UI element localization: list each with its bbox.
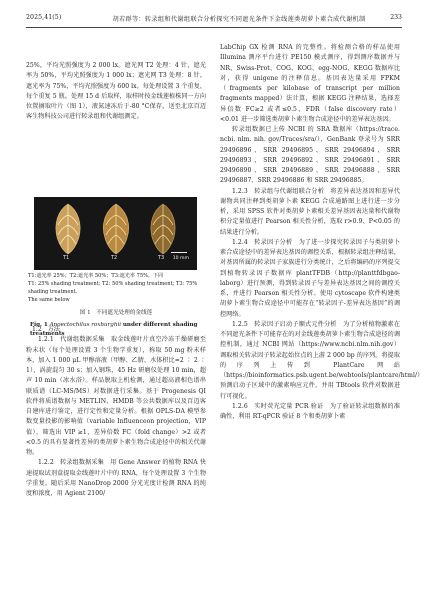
left-column bbox=[26, 61, 206, 123]
running-header bbox=[26, 14, 402, 25]
leaf-t1-image bbox=[52, 203, 84, 255]
section-heading-methods: 1.2 方法 bbox=[32, 326, 60, 333]
leaf-label-t3: T3 bbox=[158, 255, 165, 261]
page-number: 233 bbox=[390, 14, 402, 21]
right-column bbox=[220, 43, 424, 422]
figure-note-cn: T1:遮光率 25%；T2:遮光率 50%；T3:遮光率 75%。下同 bbox=[28, 273, 164, 279]
paragraph-metabolome: 1.2.1 代谢组数据采集 取金线莲叶片真空冷冻干燥研磨至粉末状（每个处理设置 3 个生物学重复），称取 50 mg 粉末样本，加入 1 000 μL 甲醇溶液（甲醇、乙腈、水体积比=2 ∶ 2 ∶ 1），涡旋混匀 30 s；加入钢珠，45 Hz 研磨仪处理 10 min，超声 10 min（冰水浴）。样品脱取上机检测，通过超高液相色谱串联质谱（LC-MS/MS）对数据进行采集。基于 Progenesis QI 软件将质谱数据与 METLIN、HMDB 等公共数据库以及百迈客自建库进行鉴定，进行定性和定量分析。根据 OPLS-DA 模型参数变量投影的影响值（variable Influenceon projection，VIP 值），筛选出 VIP ≥1，差异倍数 FC（fold change）>2 或者<0.5 的具有显著性差异的类胡萝卜素生物合成途径中的相关代谢物。 bbox=[26, 336, 206, 456]
paragraph-joint-analysis: 1.2.3 转录组与代谢组联合分析 将差异表达基因和差异代谢物共同注释到类胡萝卜素 KEGG 合成通路图上进行进一步分析，采用 SPSS 软件对类胡萝卜素相关差异基因表达量和代谢物积分定量值进行 Pearson 相关性分析，选取 r>0.9、P<0.05 的结果进行分析。 bbox=[220, 187, 400, 236]
figure-caption-en-rest: under different shading treatments bbox=[30, 322, 198, 337]
leaf-t2-image bbox=[100, 203, 132, 255]
leaf-label-t1: T1 bbox=[63, 255, 70, 261]
paragraph-rna-sequencing: LabChip GX 检测 RNA 的完整性。将检测合格的样品使用 Illumina 测序平台进行 PE150 模式测序，得到测序数据并与 NR、Swiss-Prot、COG、KOG、egg-NOG、KEGG 数据库比对，获得 unigene 的注释信息。基因表达量采用 FPKM（fragments per kilobase of transcript per million fragments mapped）法计算，根据 KEGG 注释结果，选择差异倍数 FC≥2 或者≤0.5、FDR（false discovery rate）<0.01 进一步筛选类胡萝卜素生物合成途径中的差异表达基因。 bbox=[220, 44, 400, 123]
figure-note-en-2: The same below bbox=[28, 297, 70, 303]
paragraph-transcription-factor: 1.2.4 转录因子分析 为了进一步探究转录因子与类胡萝卜素合成途径中的差异表达基因的调控关系，根据转录组注释结果，对基因所属的转录因子家族进行分类统计，之后将编码的序列提交到植物转录因子数据库 plantTFDB（http://planttfdbgao-laborg）进行预测，得到转录因子与差异表达基因之间的调控关系，并进行 Pearson 相关性分析。使用 cytoscape 软件构建类胡萝卜素生物合成途径中可能存在“转录因子-差异表达基因”的调控网络。 bbox=[220, 238, 400, 318]
figure-note-en-1: T1: 25% shading treatment; T2: 50% shading treatment; T3: 75% shading treatment. bbox=[28, 281, 198, 295]
paragraph-qpcr: 1.2.6 实时荧光定量 PCR 验证 为了验证转录组数据的准确性，利用 RT-qPCR 验证 8 个和类胡萝卜素 bbox=[220, 402, 400, 420]
figure-caption-cn: 图 1 不同遮光处理的金线莲 bbox=[79, 310, 153, 316]
figure-caption-en-species: Anoectochilus roxburghii bbox=[49, 322, 122, 328]
paragraph-shading-treatment: 25%，平均光照强度为 2 000 lx。遮光网 T2 处理：4 针，遮光率为 50%，平均光照强度为 1 000 lx；遮光网 T3 处理：8 针，遮光率为 75%，平均光照强度为 600 lx。每处理设置 3 个重复，每个重复 5 瓶。处理 15 d 后取样，取样时按金线莲植株同一方向位置摘取叶片（图 1），液氮速冻后于-80 °C保存，送至北京百迈客生物科技公司进行转录组和代谢组测定。 bbox=[26, 62, 206, 121]
paragraph-promoter-elements: 1.2.5 转录因子启动子顺式元件分析 为了分析植物激素在不同遮光条件下可能存在的对金线莲类胡萝卜素生物合成途径的调控机制，通过 NCBI 网站（https://www.ncbi.nlm.nih.gov）调取相关转录因子转录起始位点的上游 2 000 bp 的序列。将提取的序列上传到 PlantCare 网站（https://bioinformatics.psb.ugent.be/webtools/plantcare/html/）预测启动子区域中的激素响应元件，并用 TBtools 软件对数据进行可视化。 bbox=[220, 320, 424, 400]
leaf-t3-image bbox=[147, 203, 179, 255]
methods-section bbox=[26, 325, 206, 499]
figure-caption-en-label: Fig. 1 bbox=[30, 322, 48, 328]
leaf-photo bbox=[34, 197, 197, 270]
figure-1 bbox=[26, 197, 206, 339]
journal-volume: 2025,41(5) bbox=[26, 14, 62, 21]
running-title: 胡若群等：转录组和代谢组联合分析探究不同遮光条件下金线莲类胡萝卜素合成代谢机制 bbox=[112, 16, 366, 23]
paragraph-transcriptome: 1.2.2 转录组数据采集 用 Gene Answer 的植物 RNA 快速提取试剂盒提取金线莲叶片中的 RNA，每个处理设置 3 个生物学重复。随后采用 NanoDrop 2000 分光光度计检测 RNA 的纯度和浓度，用 Agient 2100/ bbox=[26, 459, 206, 497]
scale-bar bbox=[171, 252, 187, 253]
scale-label: 10 mm bbox=[172, 256, 189, 261]
paragraph-sra-accession: 转录组数据已上传 NCBI 的 SRA 数据库（https://trace. ncbi. nlm. nih. gov/Traces/sra/），GenBank 登录号为 SRR 29496896、SRR 29496895、SRR 29496894、SRR 29496893、SRR 29496892、SRR 29496891、SRR 29496890、SRR 29496889、SRR 29496888、SRR 29496887、SRR 29496886 和 SRR 29496885。 bbox=[220, 126, 400, 185]
leaf-label-t2: T2 bbox=[111, 255, 118, 261]
header-rule bbox=[26, 27, 402, 28]
